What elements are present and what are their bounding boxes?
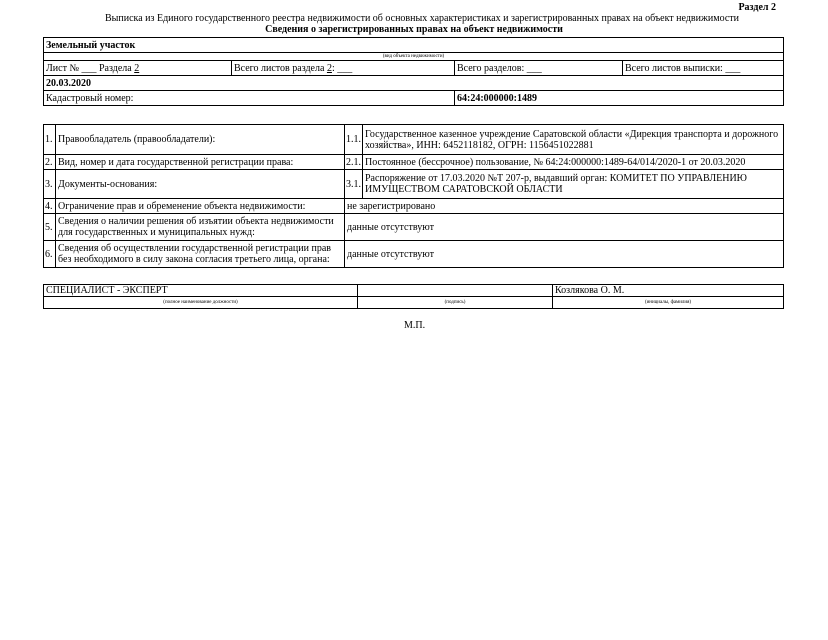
table-row — [44, 155, 784, 170]
position-caption: (полное наименование должности) — [44, 297, 358, 309]
sheet-number-label: Лист № ___ Раздела — [46, 62, 132, 74]
row-label: Сведения о наличии решения об изъятии объекта недвижимости для государственных и муниципальных нужд: — [56, 214, 345, 241]
total-sheets-suffix: : ___ — [331, 62, 353, 74]
signature-table — [43, 284, 784, 309]
table-row — [44, 125, 784, 155]
row-subnumber: 3.1. — [345, 170, 363, 199]
row-subnumber: 1.1. — [345, 125, 363, 155]
row-number: 1. — [44, 125, 56, 155]
row-number: 3. — [44, 170, 56, 199]
signatory-name: Козлякова О. М. — [553, 285, 784, 297]
extract-date: 20.03.2020 — [44, 76, 784, 91]
cadastral-number: 64:24:000000:1489 — [455, 91, 784, 106]
signature-field — [358, 285, 553, 297]
total-sheets-value: 2 — [326, 62, 332, 74]
row-subnumber: 2.1. — [346, 156, 361, 168]
total-sections: Всего разделов: ___ — [455, 61, 623, 76]
row-value: Распоряжение от 17.03.2020 №Т 207-р, выдавший орган: КОМИТЕТ ПО УПРАВЛЕНИЮ ИМУЩЕСТВОМ САРАТОВСКОЙ ОБЛАСТИ — [363, 170, 784, 199]
object-type: Земельный участок — [44, 38, 784, 53]
total-sheets-label: Всего листов раздела — [234, 62, 325, 74]
row-number: 4. — [44, 199, 56, 214]
row-value: данные отсутствуют — [345, 214, 784, 241]
row-number: 6. — [44, 241, 56, 268]
table-row — [44, 199, 784, 214]
section-label: Раздел 2 — [738, 2, 776, 13]
total-extract-sheets: Всего листов выписки: ___ — [623, 61, 784, 76]
row-label: Правообладатель (правообладатели): — [56, 125, 345, 155]
row-number: 2. — [44, 155, 56, 170]
sheet-number-cell — [44, 61, 232, 76]
row-label: Ограничение прав и обременение объекта недвижимости: — [56, 199, 345, 214]
row-label: Документы-основания: — [56, 170, 345, 199]
rights-table — [43, 124, 784, 268]
row-value: Постоянное (бессрочное) пользование, № 64:24:000000:1489-64/014/2020-1 от 20.03.2020 — [363, 155, 784, 170]
row-label: Сведения об осуществлении государственной регистрации прав без необходимого в силу закона согласия третьего лица, органа: — [56, 241, 345, 268]
document-subtitle: Сведения о зарегистрированных правах на объект недвижимости — [265, 24, 563, 35]
signatory-position: СПЕЦИАЛИСТ - ЭКСПЕРТ — [44, 285, 358, 297]
signature-caption: (подпись) — [358, 297, 553, 309]
row-value: данные отсутствуют — [345, 241, 784, 268]
sheet-section-value: 2 — [134, 62, 140, 74]
table-row — [44, 241, 784, 268]
row-label: Вид, номер и дата государственной регистрации права: — [56, 155, 345, 170]
document-title: Выписка из Единого государственного реестра недвижимости об основных характеристиках и зарегистрированных правах на объект недвижимости — [104, 13, 739, 24]
object-type-caption: (вид объекта недвижимости) — [44, 53, 784, 61]
stamp-place: М.П. — [404, 320, 426, 331]
row-value: не зарегистрировано — [345, 199, 784, 214]
name-caption: (инициалы, фамилия) — [553, 297, 784, 309]
total-sheets-cell — [232, 61, 455, 76]
table-row — [44, 214, 784, 241]
cadastral-label: Кадастровый номер: — [44, 91, 455, 106]
table-row — [44, 170, 784, 199]
header-table — [43, 37, 784, 106]
row-number: 5. — [44, 214, 56, 241]
row-value: Государственное казенное учреждение Саратовской области «Дирекция транспорта и дорожного хозяйства», ИНН: 6452118182, ОГРН: 1156451022881 — [363, 125, 784, 155]
